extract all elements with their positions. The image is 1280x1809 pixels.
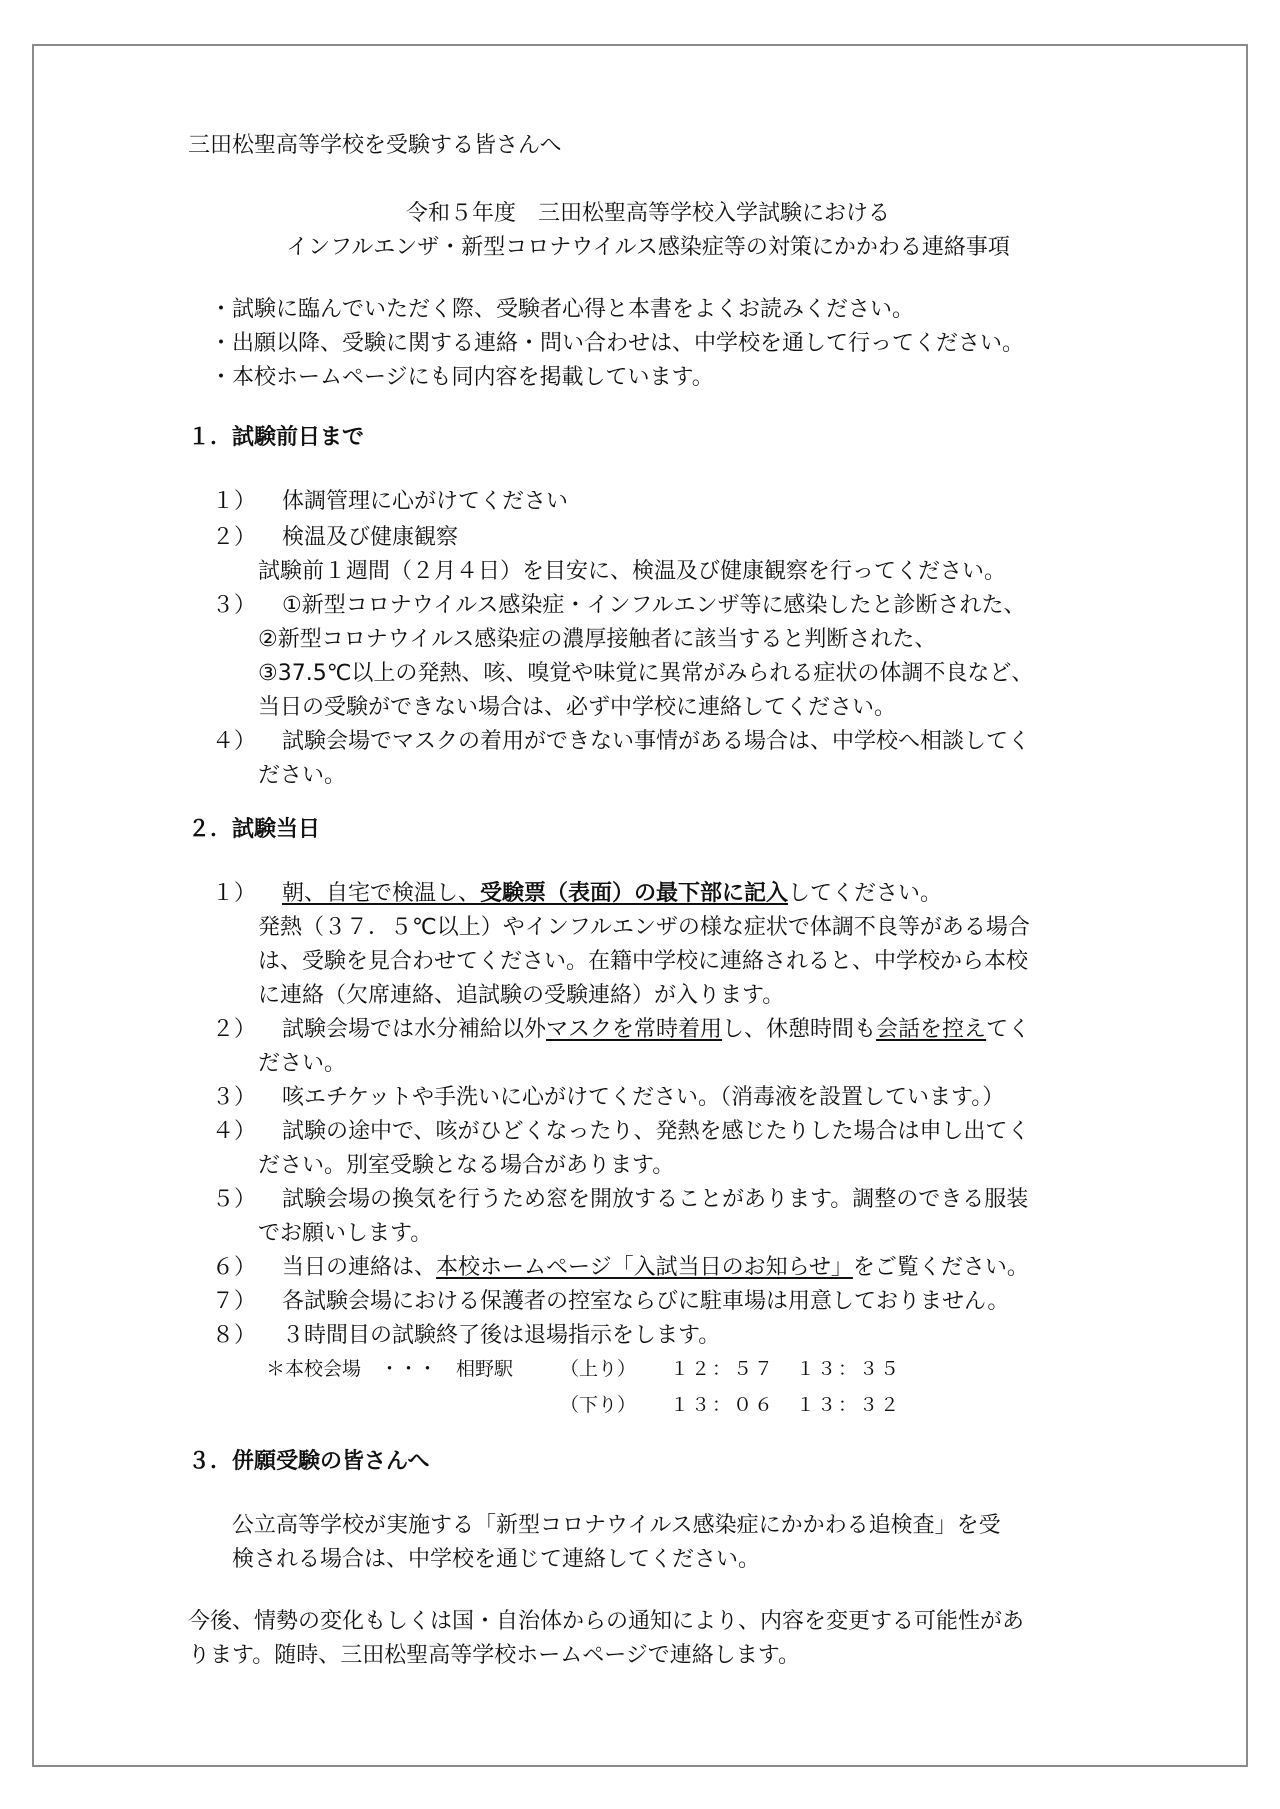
s2-item8 <box>212 1318 720 1353</box>
s2-item4-line1: 試験の途中で、咳がひどくなったり、発熱を感じたりした場合は申し出てく <box>282 1119 1030 1144</box>
s2-item6-part1: 当日の連絡は、 <box>282 1255 437 1280</box>
closing-line2: ります。随時、三田松聖高等学校ホームページで連絡します。 <box>188 1643 801 1668</box>
note-1: ・試験に臨んでいただく際、受験者心得と本書をよくお読みください。 <box>210 297 915 322</box>
s2-item1-line4: に連絡（欠席連絡、追試験の受験連絡）が入ります。 <box>258 983 785 1008</box>
s2-item2-part1: 試験会場では水分補給以外 <box>282 1017 547 1042</box>
s3-line2: 検される場合は、中学校を通じて連絡してください。 <box>232 1547 761 1572</box>
s2-item1 <box>212 876 942 911</box>
s1-item4-num: ４） <box>212 729 257 754</box>
s2-item6 <box>212 1250 1029 1285</box>
s1-item4 <box>212 724 1030 759</box>
s1-item1 <box>212 484 568 519</box>
s2-item1-line2: 発熱（３７．５℃以上）やインフルエンザの様な症状で体調不良等がある場合 <box>258 915 1030 940</box>
s1-item2-text: 検温及び健康観察 <box>282 525 459 550</box>
s1-item2 <box>212 520 458 555</box>
s1-item3-line4: 当日の受験ができない場合は、必ず中学校に連絡してください。 <box>258 695 897 720</box>
s1-item4-line1: 試験会場でマスクの着用ができない事情がある場合は、中学校へ相談してく <box>282 729 1031 754</box>
s1-item3-num: ３） <box>212 593 257 618</box>
schedule-label: ＊本校会場 ・・・ 相野駅 <box>266 1358 514 1380</box>
s2-item5-line1: 試験会場の換気を行うため窓を開放することがあります。調整のできる服装 <box>282 1187 1029 1212</box>
note-3: ・本校ホームページにも同内容を掲載しています。 <box>210 365 714 390</box>
document-title-line1: 令和５年度 三田松聖高等学校入学試験における <box>405 201 890 226</box>
s2-item8-num: ８） <box>212 1323 257 1348</box>
s2-item2-part5: てく <box>986 1017 1031 1042</box>
s2-item2-part2: マスクを常時着用 <box>546 1017 723 1042</box>
schedule-down-label: （下り） <box>560 1394 637 1416</box>
s2-item6-link-text: 本校ホームページ「入試当日のお知らせ」 <box>436 1255 853 1280</box>
section2-heading: ２．試験当日 <box>188 817 321 842</box>
section1-heading: １．試験前日まで <box>188 425 365 450</box>
s2-item6-num: ６） <box>212 1255 257 1280</box>
s2-item3-num: ３） <box>212 1085 257 1110</box>
closing-line1: 今後、情勢の変化もしくは国・自治体からの通知により、内容を変更する可能性があ <box>188 1609 1025 1634</box>
schedule-down-times: １３：０６ １３：３２ <box>670 1394 902 1416</box>
s2-item5 <box>212 1182 1028 1217</box>
note-2: ・出願以降、受験に関する連絡・問い合わせは、中学校を通して行ってください。 <box>210 331 1025 356</box>
document-title-line2: インフルエンザ・新型コロナウイルス感染症等の対策にかかわる連絡事項 <box>286 235 1010 260</box>
s2-item3 <box>212 1080 1004 1115</box>
s2-item2-line2: ださい。 <box>258 1051 347 1076</box>
schedule-up-label: （上り） <box>560 1358 637 1380</box>
s2-item7-num: ７） <box>212 1289 257 1314</box>
s1-item1-num: １） <box>212 489 257 514</box>
s2-item8-text: ３時間目の試験終了後は退場指示をします。 <box>282 1323 721 1348</box>
s2-item4 <box>212 1114 1030 1149</box>
s2-item7-text: 各試験会場における保護者の控室ならびに駐車場は用意しておりません。 <box>282 1289 1010 1314</box>
s2-item1-part3: してください。 <box>788 881 943 906</box>
s1-item3-line3: ③37.5℃以上の発熱、咳、嗅覚や味覚に異常がみられる症状の体調不良など、 <box>258 661 1034 686</box>
s2-item2-num: ２） <box>212 1017 257 1042</box>
s2-item5-num: ５） <box>212 1187 257 1212</box>
s2-item5-line2: でお願いします。 <box>258 1221 433 1246</box>
s2-item3-text: 咳エチケットや手洗いに心がけてください。（消毒液を設置しています。） <box>282 1085 1005 1110</box>
s2-item4-line2: ださい。別室受験となる場合があります。 <box>258 1153 675 1178</box>
s2-item2 <box>212 1012 1030 1047</box>
s3-line1: 公立高等学校が実施する「新型コロナウイルス感染症にかかわる追検査」を受 <box>232 1513 1001 1538</box>
s1-item2-num: ２） <box>212 525 257 550</box>
s1-item1-text: 体調管理に心がけてください <box>282 489 569 514</box>
s1-item2-detail: 試験前１週間（２月４日）を目安に、検温及び健康観察を行ってください。 <box>258 559 1007 584</box>
s2-item1-part2: 受験票（表面）の最下部に記入 <box>480 881 789 906</box>
s2-item1-num: １） <box>212 881 257 906</box>
s2-item2-part3: し、休憩時間も <box>722 1017 877 1042</box>
schedule-up-times: １２：５７ １３：３５ <box>670 1358 902 1380</box>
s1-item3 <box>212 588 1026 623</box>
s2-item6-part3: をご覧ください。 <box>852 1255 1029 1280</box>
s2-item1-line3: は、受験を見合わせてください。在籍中学校に連絡されると、中学校から本校 <box>258 949 1029 974</box>
s2-item2-part4: 会話を控え <box>876 1017 987 1042</box>
s1-item3-line2: ②新型コロナウイルス感染症の濃厚接触者に該当すると判断された、 <box>258 627 937 652</box>
s2-item4-num: ４） <box>212 1119 257 1144</box>
section3-heading: ３．併願受験の皆さんへ <box>188 1449 430 1474</box>
s2-item1-part1: 朝、自宅で検温し、 <box>282 881 481 906</box>
s1-item4-line2: ださい。 <box>258 763 347 788</box>
s2-item7 <box>212 1284 1009 1319</box>
s1-item3-line1: ①新型コロナウイルス感染症・インフルエンザ等に感染したと診断された、 <box>282 593 1026 618</box>
addressee: 三田松聖高等学校を受験する皆さんへ <box>188 133 562 158</box>
